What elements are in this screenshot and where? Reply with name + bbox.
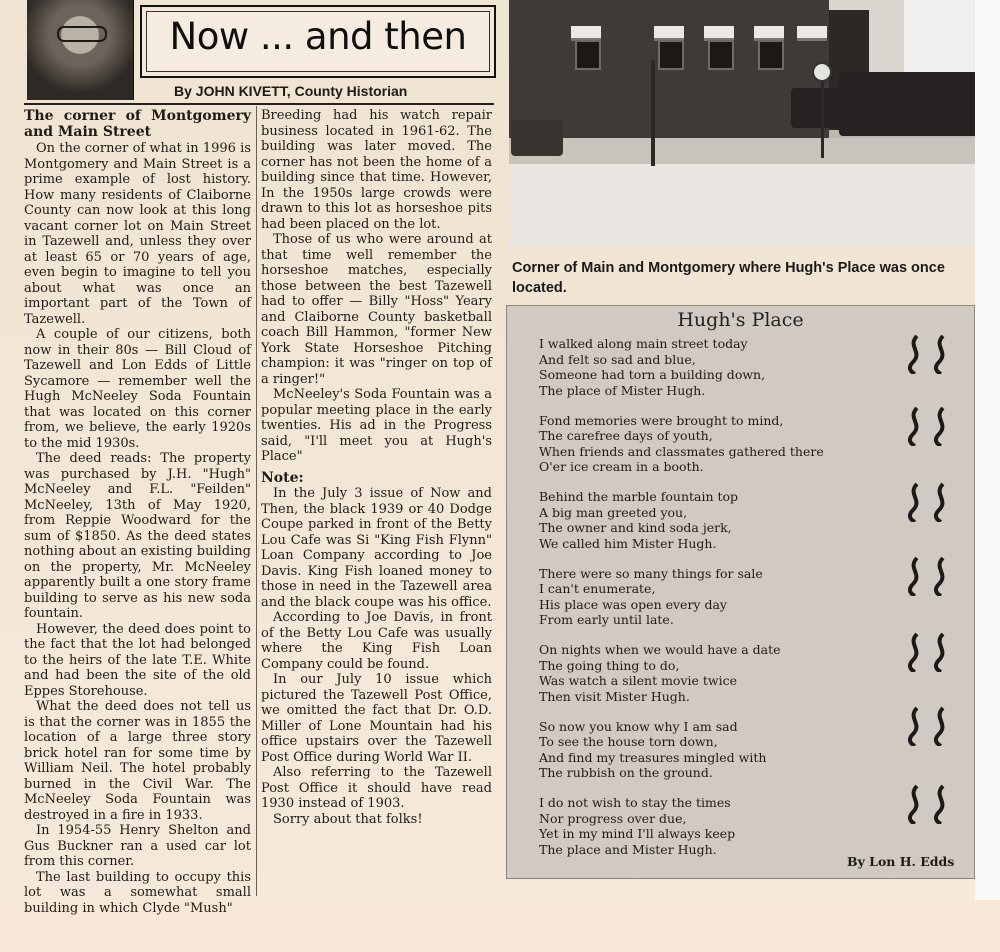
note-paragraph: According to Joe Davis, in front of the Betty Lou Cafe was usually where the King Fish Loan Company could be found. — [261, 610, 492, 672]
column-divider — [256, 106, 257, 896]
note-paragraph: In the July 3 issue of Now and Then, the black 1939 or 40 Dodge Coupe parked in front of the Betty Lou Cafe was Si "King Fish Flynn" Loan Company according to Joe Davis. King Fish loaned money to those in need in the Tazewell area and the black coupe was his office. — [261, 486, 492, 610]
article-paragraph: What the deed does not tell us is that the corner was in 1855 the location of a large three story brick hotel ran for some time by William Neil. The hotel probably burned in the Civil War. The McNeeley Soda Fountain was destroyed in a fire in 1933. — [24, 699, 251, 823]
ornament-squiggle-icon — [897, 334, 967, 374]
street-corner-photo — [509, 0, 987, 246]
ornament-squiggle-icon — [897, 556, 967, 596]
header-rule — [24, 103, 494, 105]
window — [758, 40, 784, 70]
article-paragraph: However, the deed does point to the fact that the lot had belonged to the heirs of the late T.E. White and had been the site of the old Eppes Storehouse. — [24, 621, 251, 699]
article-paragraph: The last building to occupy this lot was a somewhat small building in which Clyde "Mush" — [24, 869, 251, 916]
article-column-1 — [24, 108, 251, 916]
article-paragraph: McNeeley's Soda Fountain was a popular meeting place in the early twenties. His ad in the Progress said, "I'll meet you at Hugh's Place" — [261, 387, 492, 464]
poem-box — [506, 305, 975, 879]
sign-pole — [821, 70, 824, 158]
suv — [839, 72, 987, 136]
ornament-squiggle-icon — [897, 784, 967, 824]
ornament-squiggle-icon — [897, 406, 967, 446]
poem-stanza: Fond memories were brought to mind, The carefree days of youth, When friends and classmates gathered there O'er ice cream in a booth. — [539, 412, 824, 474]
photo-caption: Corner of Main and Montgomery where Hugh's Place was once located. — [512, 260, 945, 296]
column-banner — [140, 5, 496, 78]
ornament-squiggle-icon — [897, 482, 967, 522]
poem-author: By Lon H. Edds — [847, 854, 955, 869]
note-paragraph: In our July 10 issue which pictured the Tazewell Post Office, we omitted the fact that Dr. O.D. Miller of Lone Mountain had his office upstairs over the Tazewell Post Office during World War II. — [261, 672, 492, 765]
poem-stanza: I do not wish to stay the times Nor progress over due, Yet in my mind I'll always keep The place and Mister Hugh. — [539, 795, 736, 857]
note-paragraph: Also referring to the Tazewell Post Office it should have read 1930 instead of 1903. — [261, 765, 492, 811]
awning — [571, 26, 601, 41]
ornament-squiggle-icon — [897, 632, 967, 672]
poem-stanza: So now you know why I am sad To see the house torn down, And find my treasures mingled with The rubbish on the ground. — [539, 718, 767, 780]
author-portrait — [27, 0, 134, 100]
article-paragraph: In 1954-55 Henry Shelton and Gus Buckner ran a used car lot from this corner. — [24, 823, 251, 869]
awning — [754, 26, 784, 41]
parked-car — [511, 120, 563, 156]
poem-body — [539, 336, 899, 872]
note-heading: Note: — [261, 469, 304, 486]
byline: By JOHN KIVETT, County Historian — [174, 83, 408, 99]
poem-stanza: On nights when we would have a date The going thing to do, Was watch a silent movie twice Then visit Mister Hugh. — [539, 642, 781, 704]
street-sign-icon — [812, 62, 832, 82]
article-paragraph: The deed reads: The property was purchased by J.H. "Hugh" McNeeley and F.L. "Feilden" McNeeley, 13th of May 1920, from Reppie Woodward for the sum of $1850. As the deed states nothing about an existing building on the property, Mr. McNeeley apparently built a one story frame building to serve as his new soda fountain. — [24, 451, 251, 621]
article-subhead: The corner of Montgomery and Main Street — [24, 108, 251, 140]
column-title: Now ... and then — [169, 15, 467, 58]
awning — [654, 26, 684, 41]
article-paragraph: On the corner of what in 1996 is Montgomery and Main Street is a prime example of lost history. How many residents of Claiborne County can now look at this long vacant corner lot on Main Street in Tazewell and, unless they over at least 65 or 70 years of age, even begin to imagine to tell you about what was once an important part of the Town of Tazewell. — [24, 141, 251, 327]
awning — [704, 26, 734, 41]
note-paragraph: Sorry about that folks! — [273, 811, 423, 827]
article-paragraph: Those of us who were around at that time well remember the horseshoe matches, especially those between the best Tazewell had to offer — Billy "Hoss" Yeary and Claiborne County basketball coach Bill Hammon, "former New York State Horseshoe Pitching champion: it was "ringer on top of a ringer!" — [261, 232, 492, 387]
article-paragraph: Breeding had his watch repair business located in 1961-62. The building was later moved. The corner has not been the home of a building since that time. However, In the 1950s large crowds were drawn to this lot as horseshoe pits had been placed on the lot. — [261, 108, 492, 232]
window — [575, 40, 601, 70]
poem-stanza: Behind the marble fountain top A big man greeted you, The owner and kind soda jerk, We called him Mister Hugh. — [539, 489, 739, 551]
poem-stanza: I walked along main street today And felt so sad and blue, Someone had torn a building down, The place of Mister Hugh. — [539, 336, 766, 398]
window — [658, 40, 684, 70]
article-column-2 — [261, 108, 492, 827]
awning — [797, 26, 827, 41]
article-paragraph: A couple of our citizens, both now in their 80s — Bill Cloud of Tazewell and Lon Edds of Little Sycamore — remember well the Hugh McNeeley Soda Fountain that was located on this corner from, we believe, the early 1920s to the mid 1930s. — [24, 327, 251, 451]
poem-title: Hugh's Place — [677, 309, 804, 331]
poem-stanza: There were so many things for sale I can't enumerate, His place was open every day From early until late. — [539, 565, 763, 627]
scan-edge — [975, 0, 1000, 900]
glasses-icon — [57, 26, 107, 42]
sign-pole — [651, 60, 655, 166]
window — [708, 40, 734, 70]
ornament-squiggle-icon — [897, 706, 967, 746]
